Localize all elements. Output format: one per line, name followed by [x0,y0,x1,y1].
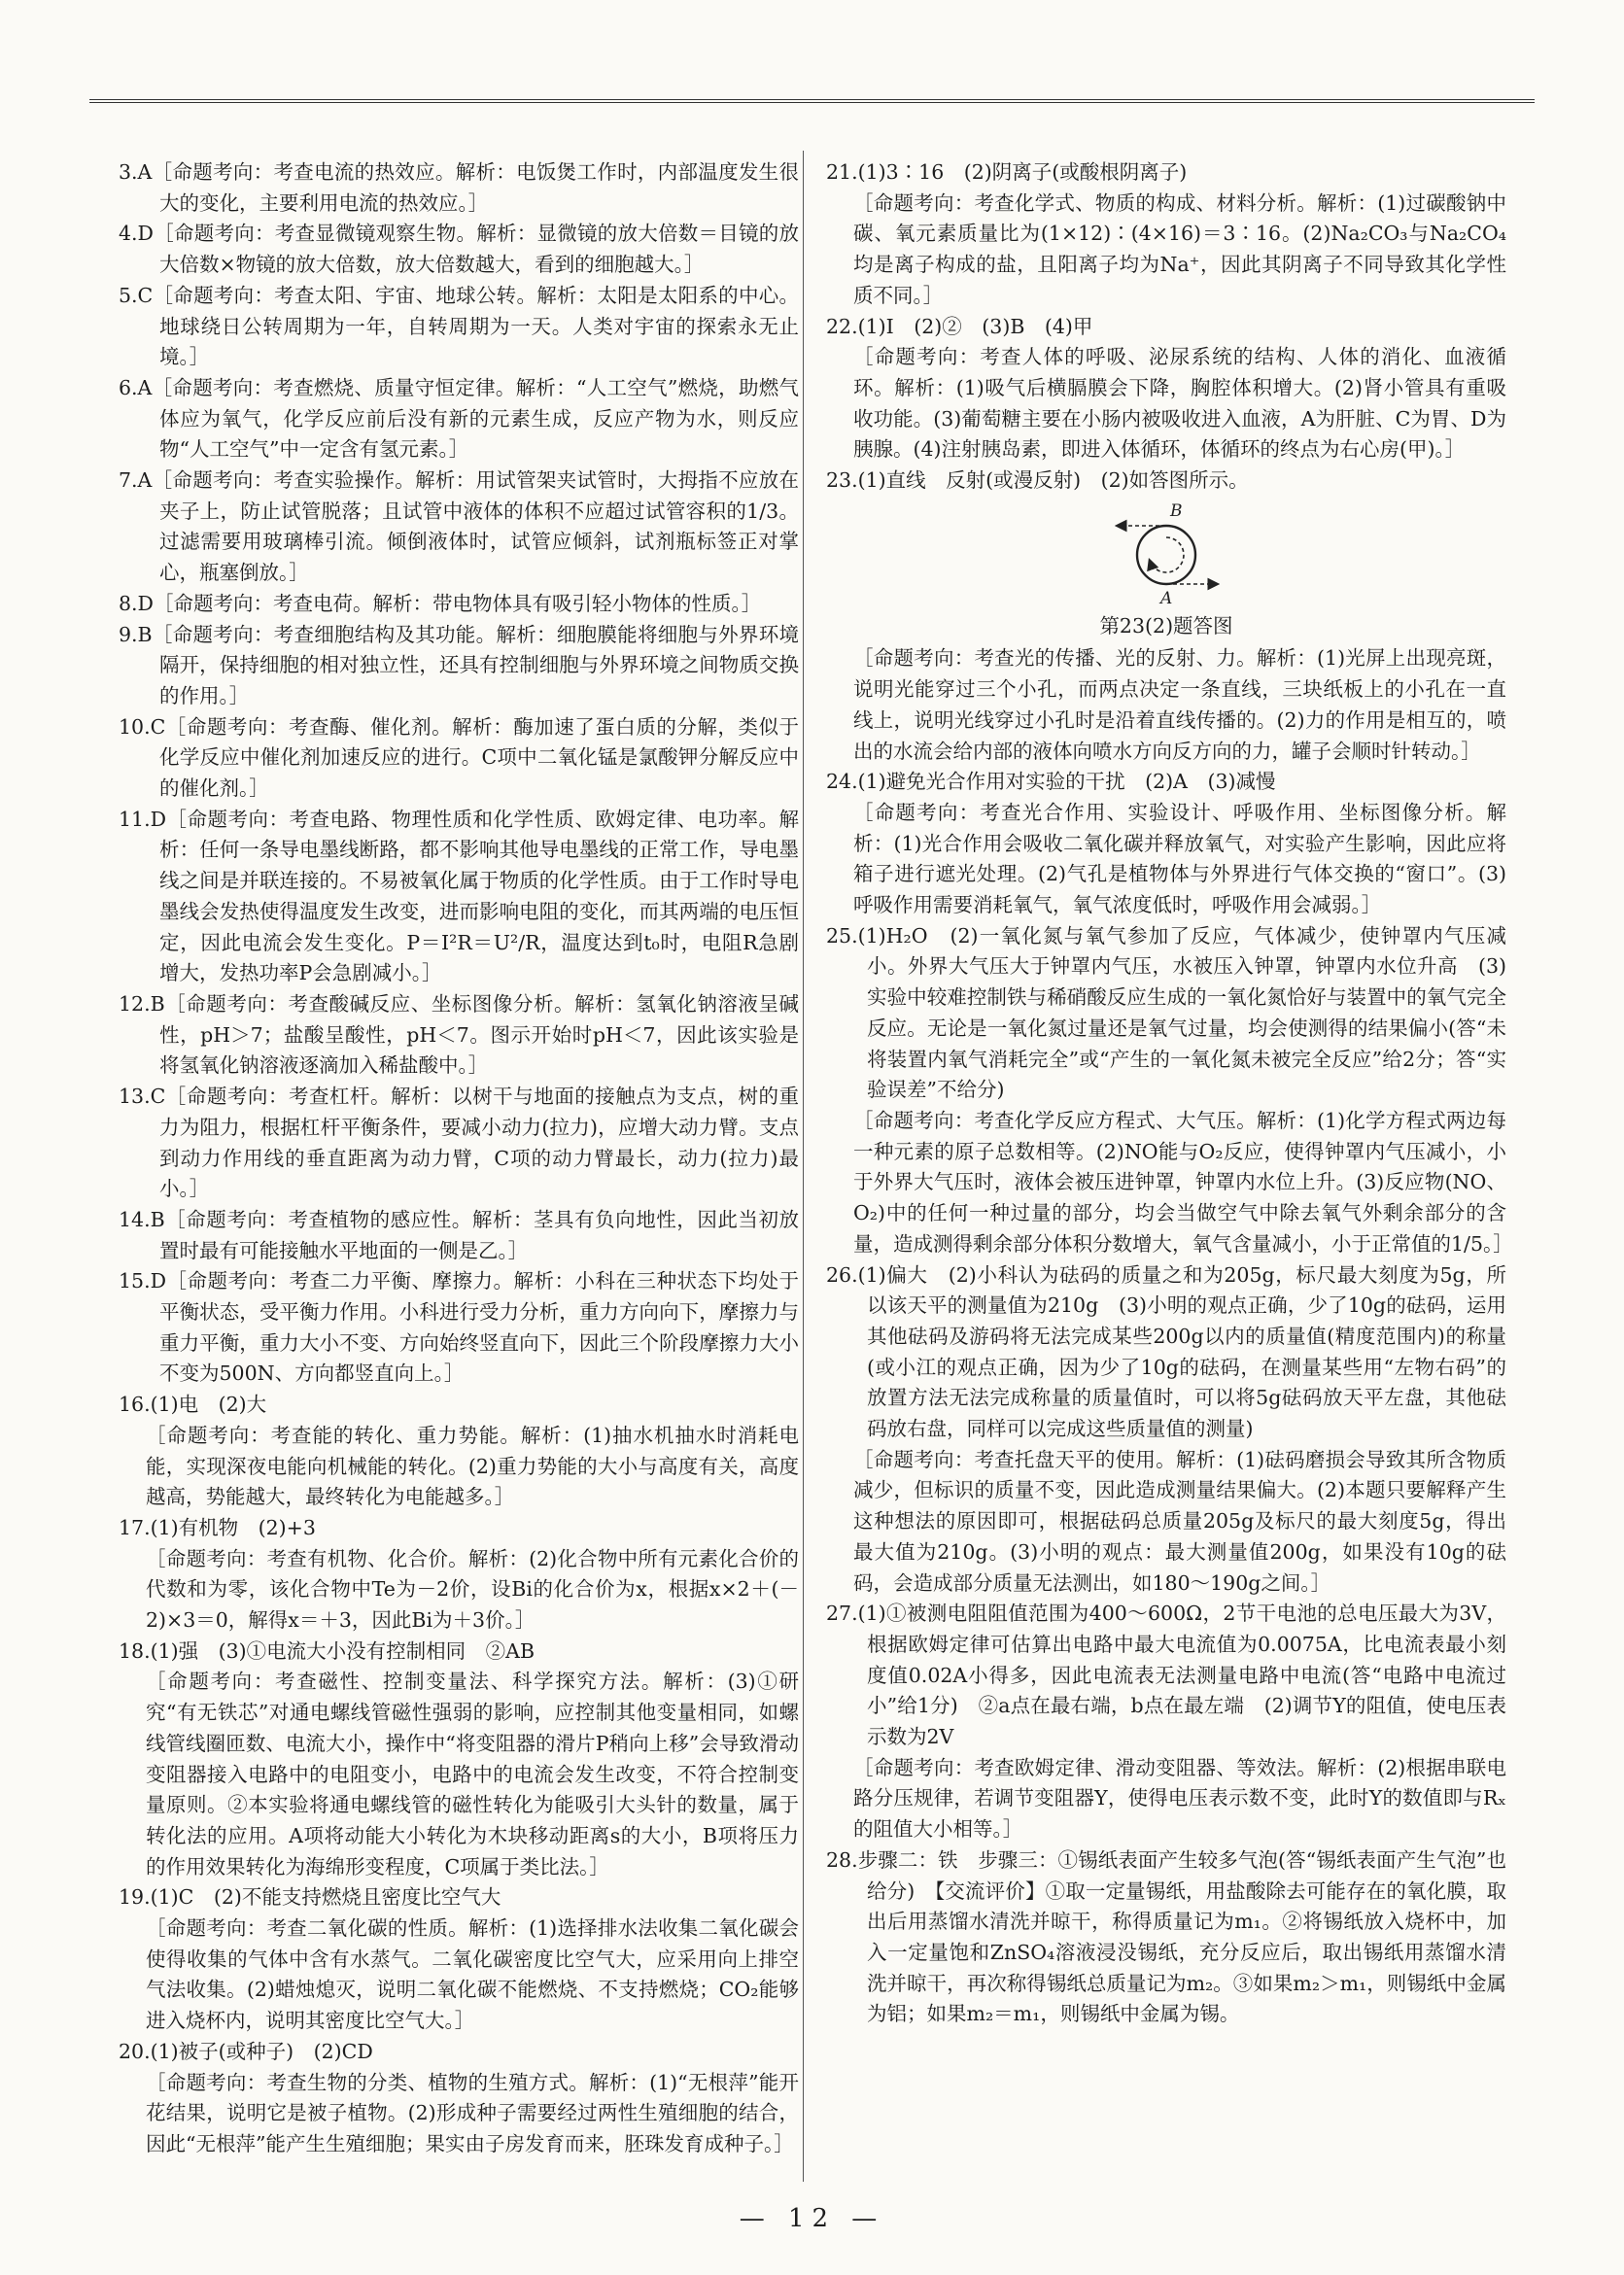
answer-item: 3.A［命题考向：考查电流的热效应。解析：电饭煲工作时，内部温度发生很大的变化，主要利用电流的热效应。］ [119,160,799,215]
answer-item: 21.(1)3∶16 (2)阴离子(或酸根阴离子) [826,160,1188,184]
answer-explanation: ［命题考向：考查磁性、控制变量法、科学探究方法。解析：(3)①研究“有无铁芯”对通电螺线管磁性强弱的影响，应控制其他变量相同，如螺线管线圈匝数、电流大小，操作中“将变阻器的滑片P稍向上移”会导致滑动变阻器接入电路中的电阻变小，电路中的电流会发生改变，不符合控制变量原则。②本实验将通电螺线管的磁性转化为能吸引大头针的数量，属于转化法的应用。A项将动能大小转化为木块移动距离s的大小，B项将压力的作用效果转化为海绵形变程度，C项属于类比法。］ [146,1670,799,1879]
answer-item: 18.(1)强 (3)①电流大小没有控制相同 ②AB [119,1638,536,1663]
answer-item: 16.(1)电 (2)大 [119,1393,267,1417]
can-outline [1137,526,1195,584]
answer-item: 4.D［命题考向：考查显微镜观察生物。解析：显微镜的放大倍数＝目镜的放大倍数×物镜的放大倍数，放大倍数越大，看到的细胞越大。］ [119,222,799,277]
rotation-arrow [1150,537,1184,572]
answer-explanation: ［命题考向：考查光合作用、实验设计、呼吸作用、坐标图像分析。解析：(1)光合作用会吸收二氧化碳并释放氧气，对实验产生影响，因此应将箱子进行遮光处理。(2)气孔是植物体与外界进行气体交换的“窗口”。(3)呼吸作用需要消耗氧气，氧气浓度低时，呼吸作用会减弱。］ [853,800,1506,917]
answer-item: 24.(1)避免光合作用对实验的干扰 (2)A (3)减慢 [826,770,1276,794]
figure-caption: 第23(2)题答图 [1099,613,1233,638]
column-divider [803,151,804,2182]
rotating-can-diagram [1108,502,1225,607]
answer-item: 20.(1)被子(或种子) (2)CD [119,2039,373,2063]
answer-item: 27.(1)①被测电阻阻值范围为400～600Ω，2节干电池的总电压最大为3V，根据欧姆定律可估算出电路中最大电流值为0.0075A，比电流表最小刻度值0.02A小得多，因此电流表无法测量电路中电流(答“电路中电流过小”给1分) ②a点在最右端，b点在最左端 (2)调节Y的阻值，使电压表示数为2V [826,1602,1506,1749]
answer-item: 12.B［命题考向：考查酸碱反应、坐标图像分析。解析：氢氧化钠溶液呈碱性，pH＞7；盐酸呈酸性，pH＜7。图示开始时pH＜7，因此该实验是将氢氧化钠溶液逐滴加入稀盐酸中。］ [119,991,799,1078]
answer-item: 6.A［命题考向：考查燃烧、质量守恒定律。解析：“人工空气”燃烧，助燃气体应为氧气，化学反应前后没有新的元素生成，反应产物为水，则反应物“人工空气”中一定含有氢元素。］ [119,375,799,462]
answer-item: 19.(1)C (2)不能支持燃烧且密度比空气大 [119,1885,501,1910]
answer-column-right [826,157,1513,2030]
answer-explanation: ［命题考向：考查光的传播、光的反射、力。解析：(1)光屏上出现亮斑，说明光能穿过三个小孔，而两点决定一条直线，三块纸板上的小孔在一直线上，说明光线穿过小孔时是沿着直线传播的。(2)力的作用是相互的，喷出的水流会给内部的液体向喷水方向反方向的力，罐子会顺时针转动。］ [853,646,1506,763]
point-b-label: B [1170,501,1183,521]
answer-item: 25.(1)H₂O (2)一氧化氮与氧气参加了反应，气体减少，使钟罩内气压减小。外界大气压大于钟罩内气压，水被压入钟罩，钟罩内水位升高 (3)实验中较难控制铁与稀硝酸反应生成的一氧化氮恰好与装置中的氧气完全反应。无论是一氧化氮过量还是氧气过量，均会使测得的结果偏小(答“未将装置内氧气消耗完全”或“产生的一氧化氮未被完全反应”给2分；答“实验误差”不给分) [826,923,1506,1102]
answer-item: 13.C［命题考向：考查杠杆。解析：以树干与地面的接触点为支点，树的重力为阻力，根据杠杆平衡条件，要减小动力(拉力)，应增大动力臂。支点到动力作用线的垂直距离为动力臂，C项的动力臂最长，动力(拉力)最小。］ [119,1085,799,1201]
answer-item: 22.(1)Ⅰ (2)② (3)B (4)甲 [826,314,1093,338]
page-number: — 12 — [739,2204,885,2233]
point-a-label: A [1160,588,1173,607]
answer-item: 8.D［命题考向：考查电荷。解析：带电物体具有吸引轻小物体的性质。］ [119,591,762,615]
answer-explanation: ［命题考向：考查能的转化、重力势能。解析：(1)抽水机抽水时消耗电能，实现深夜电能向机械能的转化。(2)重力势能的大小与高度有关，高度越高，势能越大，最终转化为电能越多。］ [146,1423,799,1509]
answer-explanation: ［命题考向：考查化学式、物质的构成、材料分析。解析：(1)过碳酸钠中碳、氧元素质量比为(1×12)∶(4×16)＝3∶16。(2)Na₂CO₃与Na₂CO₄均是离子构成的盐，且阳离子均为Na⁺，因此其阴离子不同导致其化学性质不同。］ [853,190,1506,307]
answer-explanation: ［命题考向：考查人体的呼吸、泌尿系统的结构、人体的消化、血液循环。解析：(1)吸气后横膈膜会下降，胸腔体积增大。(2)肾小管具有重吸收功能。(3)葡萄糖主要在小肠内被吸收进入血液，A为肝脏、C为胃、D为胰腺。(4)注射胰岛素，即进入体循环，体循环的终点为右心房(甲)。］ [853,345,1506,462]
answer-explanation: ［命题考向：考查生物的分类、植物的生殖方式。解析：(1)“无根萍”能开花结果，说明它是被子植物。(2)形成种子需要经过两性生殖细胞的结合，因此“无根萍”能产生生殖细胞；果实由子房发育而来，胚珠发育成种子。］ [146,2070,799,2155]
answer-explanation: ［命题考向：考查化学反应方程式、大气压。解析：(1)化学方程式两边每一种元素的原子总数相等。(2)NO能与O₂反应，使得钟罩内气压减小，小于外界大气压时，液体会被压进钟罩，钟罩内水位上升。(3)反应物(NO、O₂)中的任何一种过量的部分，均会当做空气中除去氧气外剩余部分的含量，造成测得剩余部分体积分数增大，氧气含量减小，小于正常值的1/5。］ [853,1108,1513,1256]
answer-item: 10.C［命题考向：考查酶、催化剂。解析：酶加速了蛋白质的分解，类似于化学反应中催化剂加速反应的进行。C项中二氧化锰是氯酸钾分解反应中的催化剂。］ [119,714,799,801]
answer-item: 7.A［命题考向：考查实验操作。解析：用试管架夹试管时，大拇指不应放在夹子上，防止试管脱落；且试管中液体的体积不应超过试管容积的1/3。过滤需要用玻璃棒引流。倾倒液体时，试管应倾斜，试剂瓶标签正对掌心，瓶塞倒放。］ [119,468,799,585]
answer-explanation: ［命题考向：考查二氧化碳的性质。解析：(1)选择排水法收集二氧化碳会使得收集的气体中含有水蒸气。二氧化碳密度比空气大，应采用向上排空气法收集。(2)蜡烛熄灭，说明二氧化碳不能燃烧、不支持燃烧；CO₂能够进入烧杯内，说明其密度比空气大。］ [146,1916,799,2033]
answer-item: 14.B［命题考向：考查植物的感应性。解析：茎具有负向地性，因此当初放置时最有可能接触水平地面的一侧是乙。］ [119,1207,799,1262]
answer-item: 23.(1)直线 反射(或漫反射) (2)如答图所示。 [826,468,1249,493]
answer-item: 28.步骤二：铁 步骤三：①锡纸表面产生较多气泡(答“锡纸表面产生气泡”也给分) 【交流评价】①取一定量锡纸，用盐酸除去可能存在的氧化膜，取出后用蒸馏水清洗并晾干，称得质量记为m₁。②将锡纸放入烧杯中，加入一定量饱和ZnSO₄溶液浸没锡纸，充分反应后，取出锡纸用蒸馏水清洗并晾干，再次称得锡纸总质量记为m₂。③如果m₂＞m₁，则锡纸中金属为铝；如果m₂＝m₁，则锡纸中金属为锡。 [826,1847,1506,2026]
answer-item: 5.C［命题考向：考查太阳、宇宙、地球公转。解析：太阳是太阳系的中心。地球绕日公转周期为一年，自转周期为一天。人类对宇宙的探索永无止境。］ [119,283,799,369]
answer-explanation: ［命题考向：考查欧姆定律、滑动变阻器、等效法。解析：(2)根据串联电路分压规律，若调节变阻器Y，使得电压表示数不变，此时Y的数值即与Rₓ的阻值大小相等。］ [853,1755,1506,1842]
answer-item: 17.(1)有机物 (2)+3 [119,1515,316,1539]
answer-explanation: ［命题考向：考查托盘天平的使用。解析：(1)砝码磨损会导致其所含物质减少，但标识的质量不变，因此造成测量结果偏大。(2)本题只要解释产生这种想法的原因即可，根据砝码总质量205g及标尺的最大刻度5g，得出最大值为210g。(3)小明的观点：最大测量值200g，如果没有10g的砝码，会造成部分质量无法测出，如180～190g之间。］ [853,1447,1506,1595]
answer-column-left [119,157,799,2160]
top-rule [89,99,1535,103]
answer-item: 26.(1)偏大 (2)小科认为砝码的质量之和为205g，标尺最大刻度为5g，所以该天平的测量值为210g (3)小明的观点正确，少了10g的砝码，运用其他砝码及游码将无法完成某些200g以内的质量值(精度范围内)的称量(或小江的观点正确，因为少了10g的砝码，在测量某些用“左物右码”的放置方法无法完成称量的质量值时，可以将5g砝码放天平左盘，其他砝码放右盘，同样可以完成这些质量值的测量) [826,1262,1506,1441]
answer-item: 11.D［命题考向：考查电路、物理性质和化学性质、欧姆定律、电功率。解析：任何一条导电墨线断路，都不影响其他导电墨线的正常工作，导电墨线之间是并联连接的。不易被氧化属于物质的化学性质。由于工作时导电墨线会发热使得温度发生改变，进而影响电阻的变化，而其两端的电压恒定，因此电流会发生变化。P＝I²R＝U²/R，温度达到t₀时，电阻R急剧增大，发热功率P会急剧减小。］ [119,807,799,985]
answer-item: 15.D［命题考向：考查二力平衡、摩擦力。解析：小科在三种状态下均处于平衡状态，受平衡力作用。小科进行受力分析，重力方向向下，摩擦力与重力平衡，重力大小不变、方向始终竖直向下，因此三个阶段摩擦力大小不变为500N、方向都竖直向上。］ [119,1269,799,1386]
answer-explanation: ［命题考向：考查有机物、化合价。解析：(2)化合物中所有元素化合价的代数和为零，该化合物中Te为－2价，设Bi的化合价为x，根据x×2＋(－2)×3＝0，解得x＝＋3，因此Bi为＋3价。］ [146,1546,799,1633]
answer-item: 9.B［命题考向：考查细胞结构及其功能。解析：细胞膜能将细胞与外界环境隔开，保持细胞的相对独立性，还具有控制细胞与外界环境之间物质交换的作用。］ [119,622,799,707]
figure-23-answer [826,502,1506,607]
